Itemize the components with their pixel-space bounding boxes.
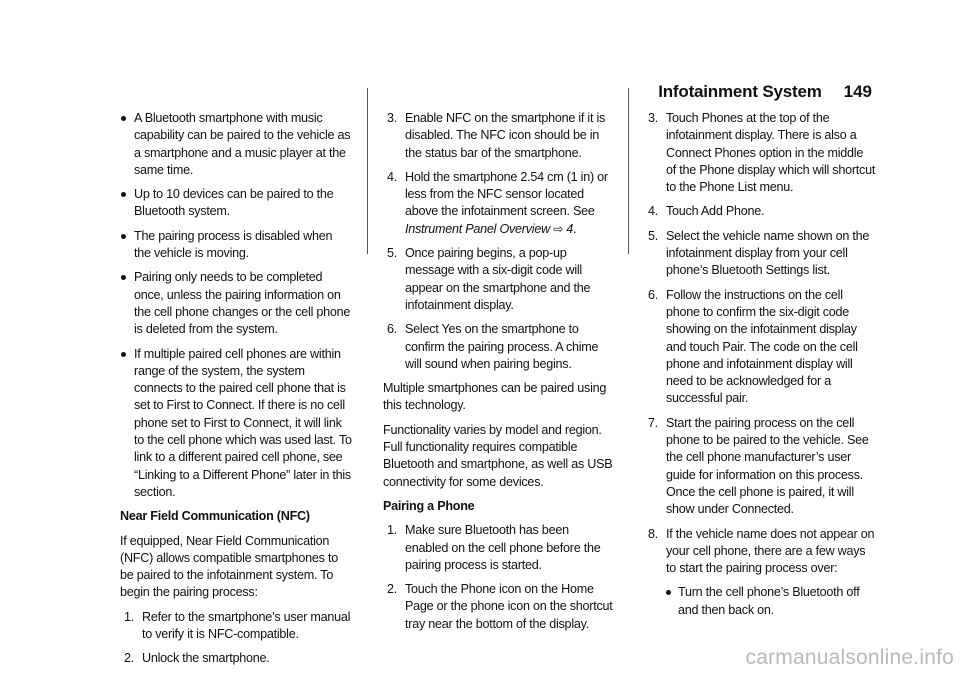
paragraph: Multiple smartphones can be paired using this technology. [383, 381, 607, 413]
column-middle [383, 110, 615, 640]
step-item: 8. If the vehicle name does not appear on your cell phone, there are a few ways to start the pairing process over: [648, 526, 875, 576]
bullet-icon [121, 234, 126, 239]
step-item: 6. Follow the instructions on the cell phone to confirm the six-digit code showing on the infotainment display and touch Pair. The code on the cell phone and infotainment display will need to be acknowledged for a successful pair. [648, 287, 858, 406]
step-item: 2. Unlock the smartphone. [124, 651, 270, 666]
nfc-intro: If equipped, Near Field Communication (NFC) allows compatible smartphones to be paired to the infotainment system. To begin the pairing process: [120, 533, 338, 600]
step-item: 3. Enable NFC on the smartphone if it is disabled. The NFC icon should be in the status bar of the smartphone. [387, 111, 606, 160]
sub-bullet-item: Turn the cell phone’s Bluetooth off and then back on. [644, 584, 876, 619]
step-item: 7. Start the pairing process on the cell phone to be paired to the vehicle. See the cell phone manufacturer’s user guide for information on this process. Once the cell phone is paired, it will show under Connected. [648, 415, 869, 517]
arrow-right-icon: ⇨ [553, 221, 563, 236]
bullet-icon [121, 116, 126, 121]
column-left [120, 110, 352, 675]
column-divider-left [367, 88, 368, 254]
step-item: 1. Refer to the smartphone’s user manual to verify it is NFC-compatible. [124, 609, 351, 642]
page-number: 149 [843, 82, 872, 101]
bullet-item: Up to 10 devices can be paired to the Bluetooth system. [120, 186, 352, 221]
column-right [644, 110, 876, 626]
bullet-item: The pairing process is disabled when the vehicle is moving. [120, 228, 352, 263]
bullet-icon [121, 352, 126, 357]
bullet-item: If multiple paired cell phones are within range of the system, the system connects to the paired cell phone that is set to First to Connect. If there is no cell phone set to First to Connect, it will link to the cell phone which was used last. To link to a different paired cell phone, see “Linking to a Different Phone” later in this section. [120, 346, 352, 502]
page-header [658, 82, 872, 102]
step-item: 4. Touch Add Phone. [648, 204, 765, 219]
step-item: 4. Hold the smartphone 2.54 cm (1 in) or less from the NFC sensor located above the infotainment screen. See Instrument Panel Overview ⇨ 4. [387, 169, 608, 236]
nfc-heading: Near Field Communication (NFC) [120, 509, 310, 524]
bullet-item: Pairing only needs to be completed once, unless the pairing information on the cell phone changes or the cell phone is deleted from the system. [120, 269, 352, 338]
bullet-icon [121, 275, 126, 280]
step-item: 5. Select the vehicle name shown on the infotainment display from your cell phone’s Bluetooth Settings list. [648, 228, 870, 278]
column-divider-right [628, 88, 629, 254]
pairing-heading: Pairing a Phone [383, 498, 475, 513]
step-item: 1. Make sure Bluetooth has been enabled on the cell phone before the pairing process is started. [387, 523, 601, 572]
page-ref[interactable]: 4 [566, 221, 574, 236]
step-item: 5. Once pairing begins, a pop-up message with a six-digit code will appear on the smartphone and the infotainment display. [387, 246, 591, 312]
paragraph: Functionality varies by model and region. Full functionality requires compatible Bluetooth and smartphone, as well as USB connectivity for some devices. [383, 422, 613, 489]
step-item: 2. Touch the Phone icon on the Home Page or the phone icon on the shortcut tray near the bottom of the display. [387, 582, 613, 631]
bullet-icon [666, 590, 671, 595]
step-item: 6. Select Yes on the smartphone to confirm the pairing process. A chime will sound when pairing begins. [387, 322, 599, 371]
bullet-icon [121, 192, 126, 197]
bullet-item: A Bluetooth smartphone with music capability can be paired to the vehicle as a smartphone and a music player at the same time. [120, 110, 352, 179]
section-title: Infotainment System [658, 82, 822, 101]
cross-reference-link[interactable]: Instrument Panel Overview [405, 221, 550, 236]
step-item: 3. Touch Phones at the top of the infotainment display. There is also a Connect Phones option in the middle of the Phone display which will shortcut to the Phone List menu. [648, 111, 876, 195]
watermark: carmanualsonline.info [745, 646, 954, 669]
